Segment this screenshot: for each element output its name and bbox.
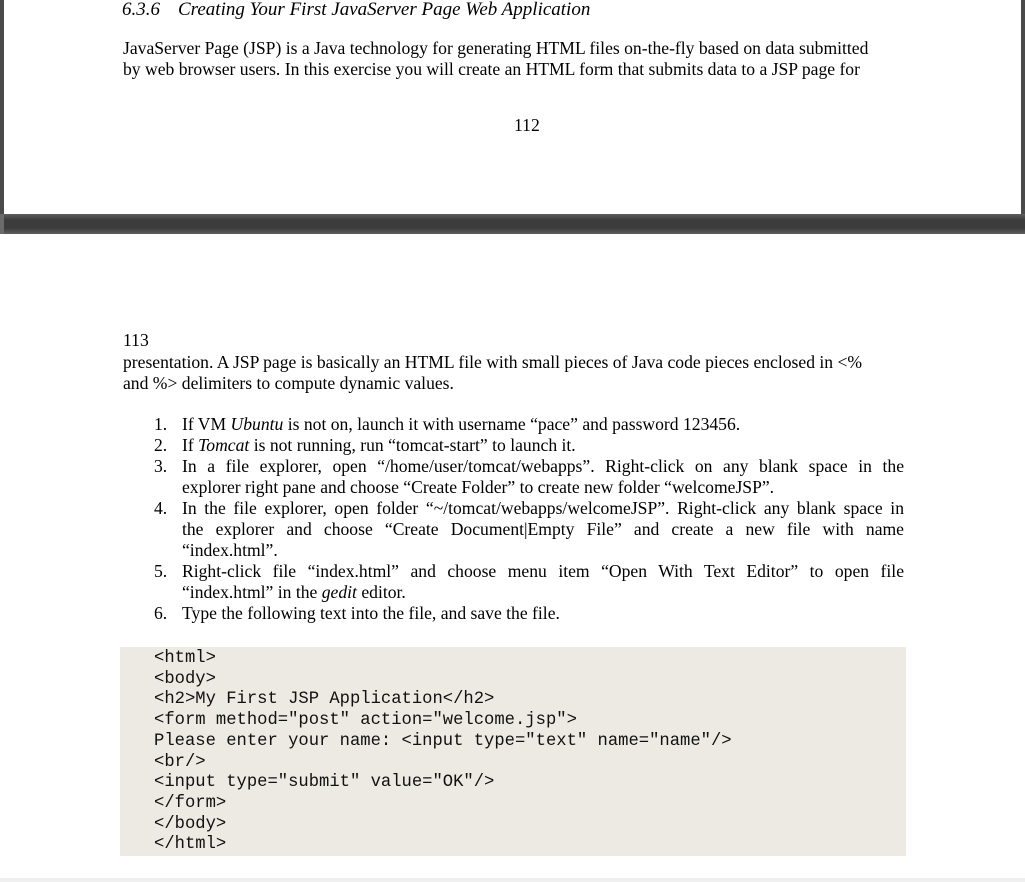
- intro-paragraph: [123, 38, 906, 80]
- code-line: </html>: [154, 835, 227, 855]
- code-line: <body>: [154, 669, 216, 689]
- code-line: Please enter your name: <input type="text" name="name"/>: [154, 731, 732, 751]
- list-item: 4. In the file explorer, open folder “~/tomcat/webapps/welcomeJSP”. Right-click any blank space in the explorer and choose “Create Document|Empty File” and create a new file with name “index.html”.: [154, 498, 904, 560]
- page-right-edge: [1021, 0, 1025, 214]
- list-item: 2. If Tomcat is not running, run “tomcat-start” to launch it.: [154, 435, 576, 455]
- page-number: 112: [514, 115, 540, 135]
- page-left-edge: [0, 0, 4, 214]
- list-item: 3. In a file explorer, open “/home/user/tomcat/webapps”. Right-click on any blank space in the explorer right pane and choose “Create Folder” to create new folder “welcomeJSP”.: [154, 456, 904, 497]
- code-line: <input type="submit" value="OK"/>: [154, 773, 495, 793]
- code-line: <h2>My First JSP Application</h2>: [154, 690, 495, 710]
- code-line: <br/>: [154, 752, 206, 772]
- code-line: </body>: [154, 814, 227, 834]
- list-item: 5. Right-click file “index.html” and choose menu item “Open With Text Editor” to open file “index.html” in the gedit editor.: [154, 561, 904, 602]
- section-number: 6.3.6: [122, 0, 160, 20]
- steps-list: [154, 414, 904, 624]
- section-title: Creating Your First JavaServer Page Web Application: [178, 0, 591, 20]
- continued-line: and %> delimiters to compute dynamic values.: [123, 373, 454, 393]
- intro-line: by web browser users. In this exercise you will create an HTML form that submits data to a JSP page for: [123, 59, 860, 79]
- continued-line: presentation. A JSP page is basically an HTML file with small pieces of Java code pieces enclosed in <%: [123, 352, 863, 372]
- code-line: <html>: [154, 649, 216, 668]
- page-112: [4, 0, 1021, 214]
- code-line: <form method="post" action="welcome.jsp">: [154, 711, 577, 731]
- list-item: 6. Type the following text into the file, and save the file.: [154, 603, 560, 623]
- page-number: 113: [123, 330, 149, 350]
- list-item: 1. If VM Ubuntu is not on, launch it with username “pace” and password 123456.: [154, 414, 741, 434]
- continued-paragraph: [123, 352, 906, 394]
- viewer-bottom-edge: [0, 878, 1025, 882]
- code-line: </form>: [154, 793, 227, 813]
- section-heading: [122, 0, 590, 20]
- intro-line: JavaServer Page (JSP) is a Java technology for generating HTML files on-the-fly based on data submitted: [123, 38, 869, 58]
- code-listing: [154, 649, 732, 856]
- page-separator: [0, 214, 1025, 234]
